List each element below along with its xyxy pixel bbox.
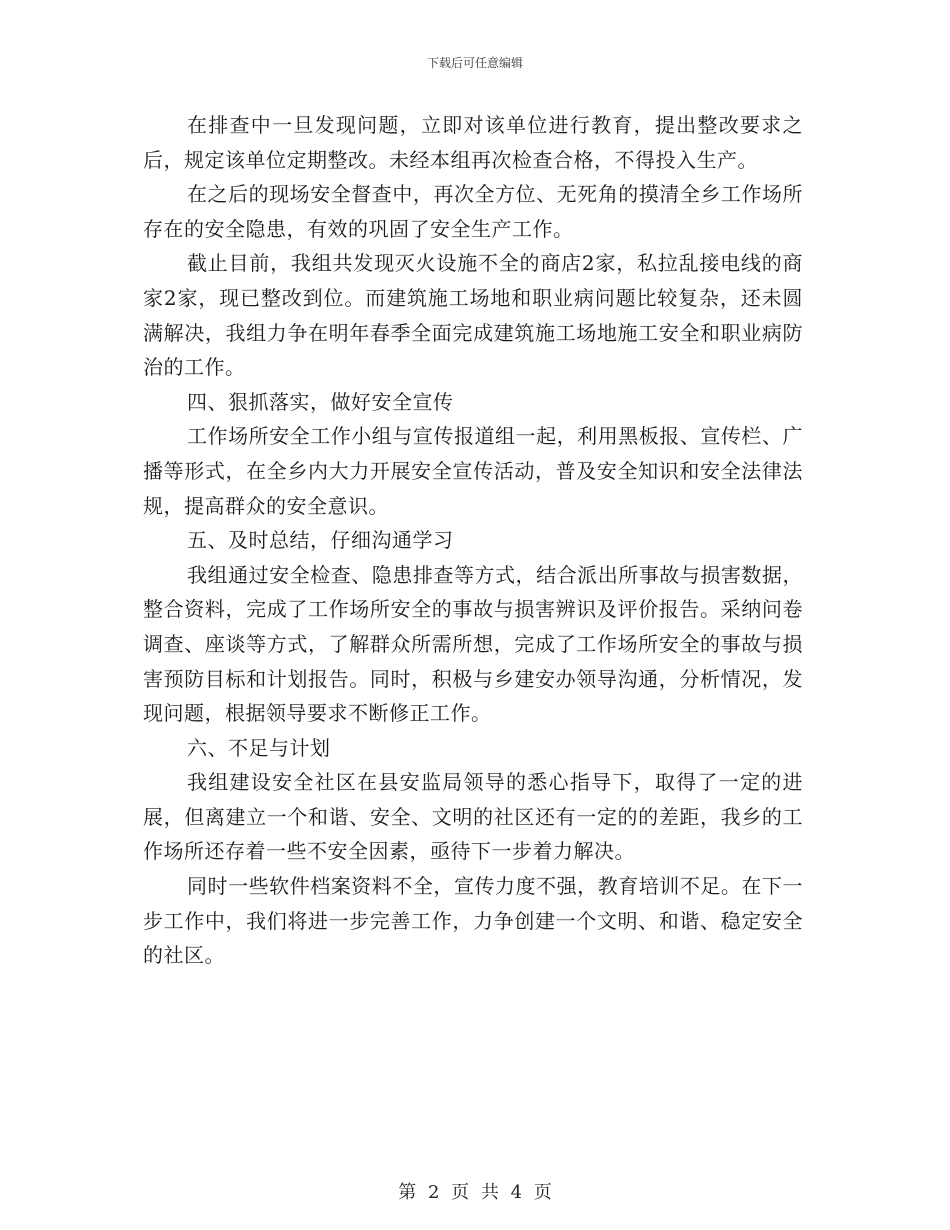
paragraph-1: 在排查中一旦发现问题，立即对该单位进行教育，提出整改要求之后，规定该单位定期整改。未经本组再次检查合格，不得投入生产。 (143, 113, 803, 172)
section-heading-4: 四、狠抓落实，做好安全宣传 (187, 389, 454, 414)
section-heading-5: 五、及时总结，仔细沟通学习 (187, 528, 454, 553)
section-heading-6: 六、不足与计划 (187, 735, 331, 760)
paragraph-7: 同时一些软件档案资料不全，宣传力度不强，教育培训不足。在下一步工作中，我们将进一步完善工作，力争创建一个文明、和谐、稳定安全的社区。 (143, 874, 803, 968)
paragraph-4: 工作场所安全工作小组与宣传报道组一起，利用黑板报、宣传栏、广播等形式，在全乡内大力开展安全宣传活动，普及安全知识和安全法律法规，提高群众的安全意识。 (143, 424, 803, 518)
page-header: 下载后可任意编辑 (426, 56, 523, 70)
document-body (143, 108, 803, 973)
paragraph-5: 我组通过安全检查、隐患排查等方式，结合派出所事故与损害数据，整合资料，完成了工作场所安全的事故与损害辨识及评价报告。采纳问卷调查、座谈等方式，了解群众所需所想，完成了工作场所安全的事故与损害预防目标和计划报告。同时，积极与乡建安办领导沟通，分析情况，发现问题，根据领导要求不断修正工作。 (143, 562, 803, 726)
paragraph-2: 在之后的现场安全督查中，再次全方位、无死角的摸清全乡工作场所存在的安全隐患，有效的巩固了安全生产工作。 (143, 182, 803, 241)
paragraph-3: 截止目前，我组共发现灭火设施不全的商店2家，私拉乱接电线的商家2家，现已整改到位。而建筑施工场地和职业病问题比较复杂，还未圆满解决，我组力争在明年春季全面完成建筑施工场地施工安全和职业病防治的工作。 (143, 251, 803, 380)
page-footer: 第 2 页 共 4 页 (398, 1182, 552, 1203)
paragraph-6: 我组建设安全社区在县安监局领导的悉心指导下，取得了一定的进展，但离建立一个和谐、安全、文明的社区还有一定的的差距，我乡的工作场所还存着一些不安全因素，亟待下一步着力解决。 (143, 770, 803, 864)
